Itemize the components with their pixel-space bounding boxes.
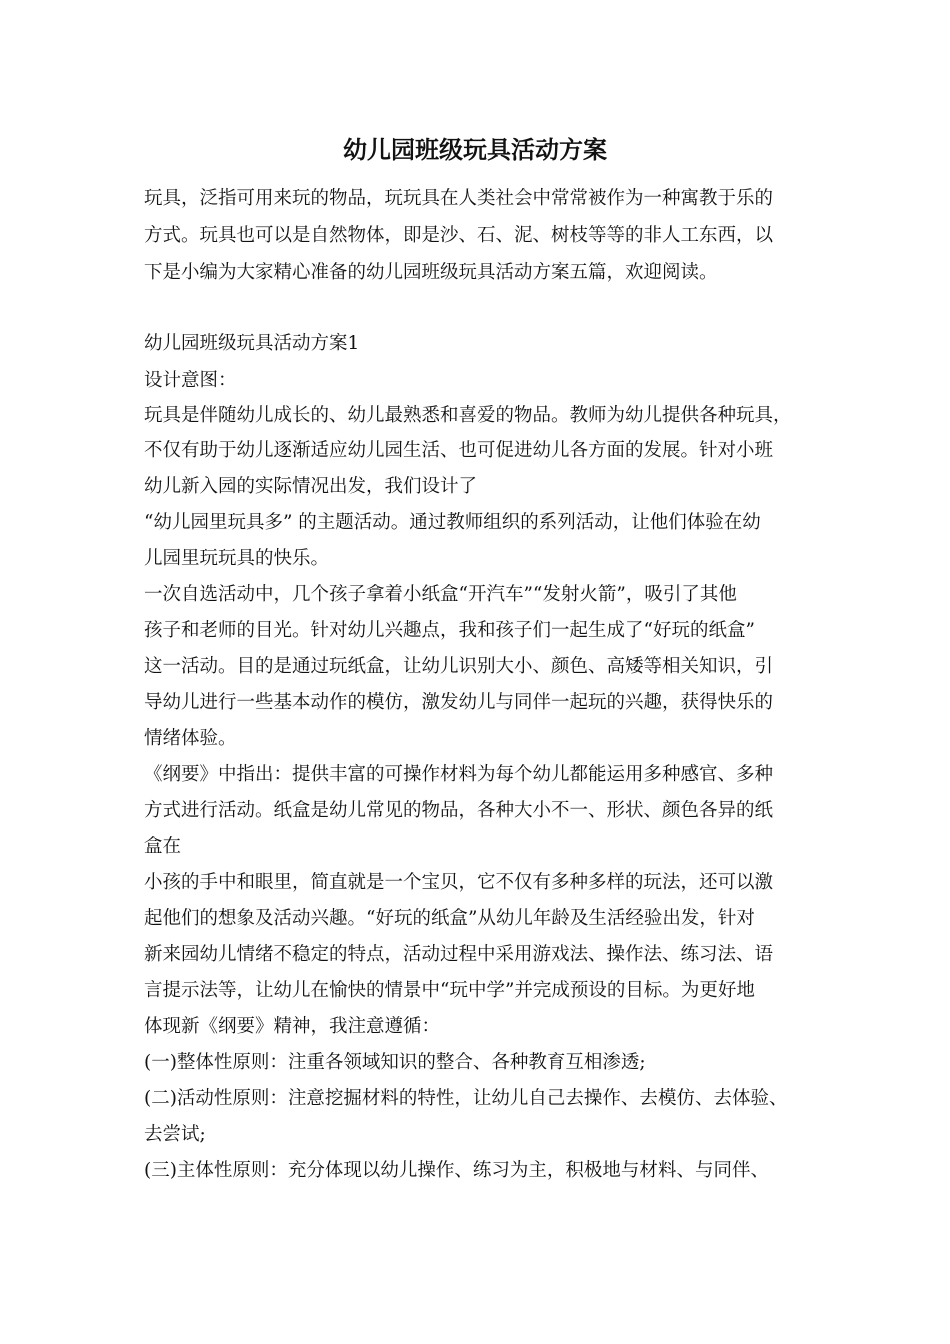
text-line: 儿园里玩玩具的快乐。 [144, 548, 330, 569]
document-title: 幼儿园班级玩具活动方案 [343, 135, 607, 164]
text-line: 设计意图： [144, 370, 237, 391]
text-line: 方式进行活动。纸盒是幼儿常见的物品，各种大小不一、形状、颜色各异的纸 [144, 800, 774, 821]
text-line: 玩具，泛指可用来玩的物品，玩玩具在人类社会中常常被作为一种寓教于乐的 [144, 188, 774, 209]
text-line: “幼儿园里玩具多” 的主题活动。通过教师组织的系列活动，让他们体验在幼 [144, 512, 761, 533]
text-line: 不仅有助于幼儿逐渐适应幼儿园生活、也可促进幼儿各方面的发展。针对小班 [144, 440, 774, 461]
text-line: 《纲要》中指出：提供丰富的可操作材料为每个幼儿都能运用多种感官、多种 [144, 764, 774, 785]
text-line: 小孩的手中和眼里，简直就是一个宝贝，它不仅有多种多样的玩法，还可以激 [144, 872, 774, 893]
text-line: 新来园幼儿情绪不稳定的特点，活动过程中采用游戏法、操作法、练习法、语 [144, 944, 774, 965]
text-line: 这一活动。目的是通过玩纸盒，让幼儿识别大小、颜色、高矮等相关知识，引 [144, 656, 774, 677]
text-line: 玩具是伴随幼儿成长的、幼儿最熟悉和喜爱的物品。教师为幼儿提供各种玩具， [144, 405, 792, 426]
text-line: 言提示法等，让幼儿在愉快的情景中“玩中学”并完成预设的目标。为更好地 [144, 980, 755, 1001]
text-line: 下是小编为大家精心准备的幼儿园班级玩具活动方案五篇，欢迎阅读。 [144, 262, 718, 283]
text-line: 孩子和老师的目光。针对幼儿兴趣点，我和孩子们一起生成了“好玩的纸盒” [144, 620, 755, 641]
text-line: 情绪体验。 [144, 728, 237, 749]
text-line: 体现新《纲要》精神，我注意遵循： [144, 1016, 441, 1037]
section-heading: 幼儿园班级玩具活动方案1 [144, 333, 360, 354]
text-line: 导幼儿进行一些基本动作的模仿，激发幼儿与同伴一起玩的兴趣，获得快乐的 [144, 692, 774, 713]
text-line: 起他们的想象及活动兴趣。“好玩的纸盒”从幼儿年龄及生活经验出发，针对 [144, 908, 755, 929]
text-line: 盒在 [144, 836, 182, 857]
text-line: 方式。玩具也可以是自然物体，即是沙、石、泥、树枝等等的非人工东西，以 [144, 225, 774, 246]
text-line: (三)主体性原则：充分体现以幼儿操作、练习为主，积极地与材料、与同伴、 [144, 1160, 769, 1181]
text-line: 一次自选活动中，几个孩子拿着小纸盒“开汽车”“发射火箭”，吸引了其他 [144, 584, 737, 605]
text-line: 幼儿新入园的实际情况出发，我们设计了 [144, 476, 478, 497]
text-line: 去尝试; [144, 1124, 206, 1145]
text-line: (一)整体性原则：注重各领域知识的整合、各种教育互相渗透; [144, 1052, 646, 1073]
text-line: (二)活动性原则：注意挖掘材料的特性，让幼儿自己去操作、去模仿、去体验、 [144, 1088, 788, 1109]
